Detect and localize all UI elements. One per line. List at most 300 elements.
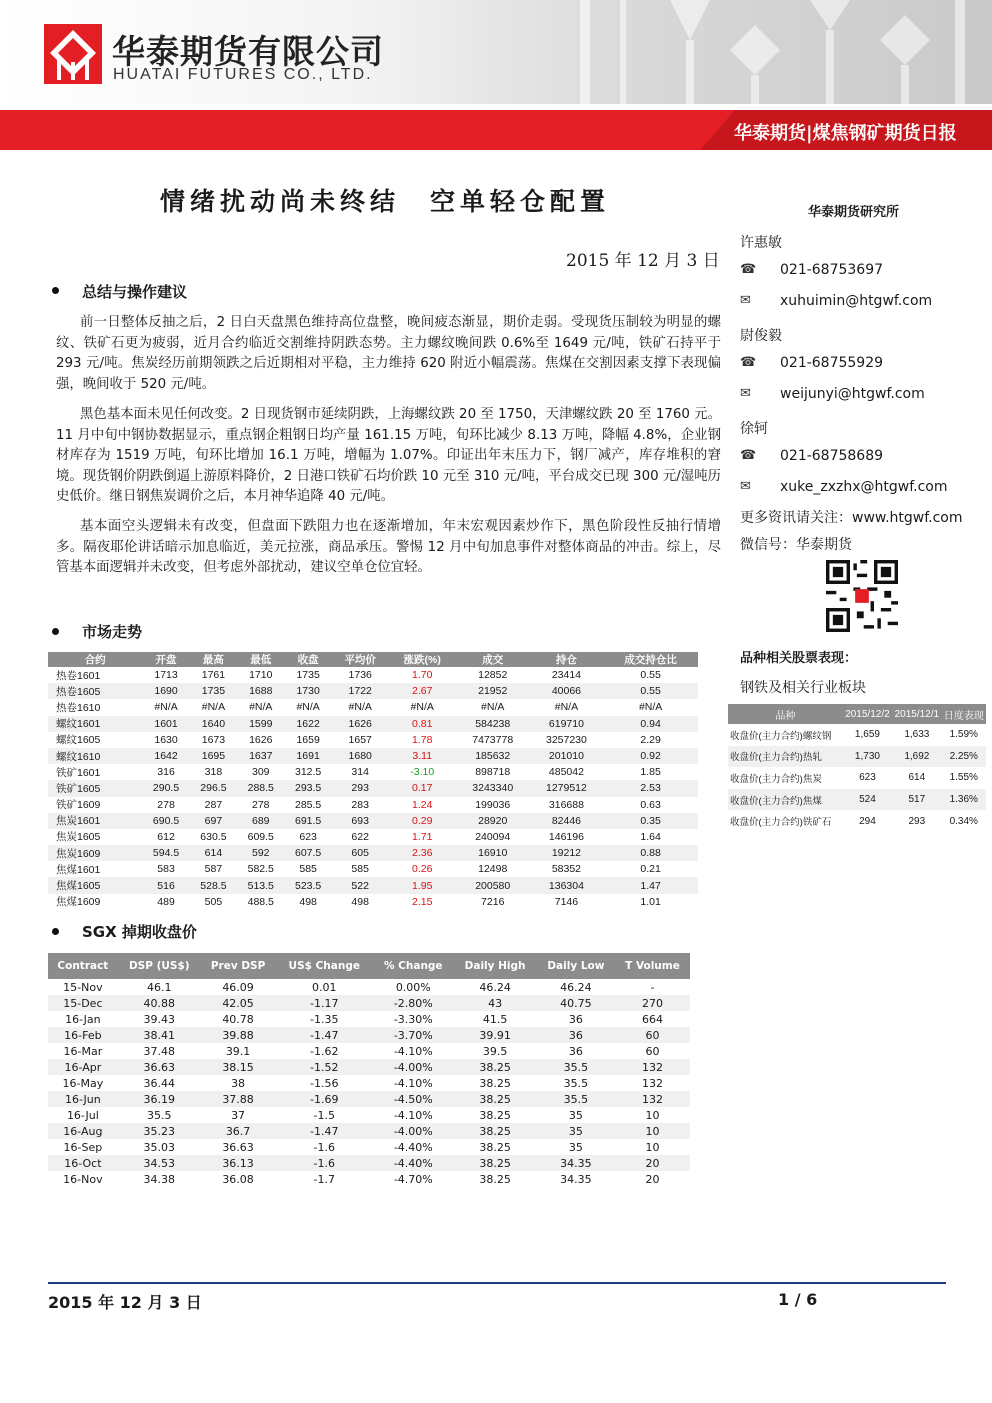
table-cell: 16-Nov: [63, 1172, 103, 1186]
table-cell: 2.67: [389, 683, 456, 699]
table-cell: 0.35: [603, 813, 698, 829]
table-cell: 焦煤1605: [48, 877, 142, 893]
table-cell: 201010: [530, 748, 604, 764]
table-cell: 16-Feb: [48, 1027, 118, 1043]
table-row: [48, 813, 698, 829]
table-cell: 898718: [475, 766, 511, 779]
table-cell: 498: [351, 895, 369, 908]
table-cell: 0.63: [640, 798, 661, 811]
market-header-cell: 最高: [190, 652, 237, 667]
report-tag: 华泰期货|煤焦钢矿期货日报: [734, 123, 957, 144]
table-row: [728, 724, 986, 746]
page-number: 1 / 6: [778, 1290, 818, 1309]
table-cell: 16-Oct: [48, 1155, 118, 1171]
table-cell: 1601: [142, 716, 189, 732]
table-cell: -4.00%: [373, 1059, 453, 1075]
market-header-cell: 开盘: [142, 652, 189, 667]
table-cell: 623: [299, 830, 317, 843]
table-cell: 36.7: [201, 1123, 276, 1139]
envelope-icon: ✉: [740, 386, 751, 401]
table-cell: 283: [351, 798, 369, 811]
table-cell: 1626: [249, 733, 273, 746]
table-cell: 28920: [456, 813, 530, 829]
table-cell: 39.91: [453, 1027, 536, 1043]
table-cell: 热卷1610: [56, 701, 101, 714]
table-cell: 38.25: [453, 1091, 536, 1107]
table-cell: 3.11: [389, 748, 456, 764]
table-cell: 铁矿1601: [56, 766, 101, 779]
table-cell: 318: [204, 766, 223, 779]
table-cell: 16-Jun: [48, 1091, 118, 1107]
table-cell: 1.64: [640, 830, 661, 843]
summary-paragraph-3: 基本面空头逻辑未有改变，但盘面下跌阻力也在逐渐增加，年末宏观因素炒作下，黑色阶段性反抽行情增多。隔夜耶伦讲话暗示加息临近，美元拉涨，商品承压。警惕 12 月中旬加息事件对整体商品的冲击。综上，尽管基本面逻辑并未改变，但考虑外部扰动，建议空单仓位宜轻。: [56, 519, 721, 575]
table-cell: 605: [332, 845, 389, 861]
table-cell: 522: [332, 877, 389, 893]
table-cell: 1.47: [603, 877, 698, 893]
stock-table: [728, 704, 986, 832]
market-header-cell: 合约: [48, 652, 142, 667]
table-cell: 46.24: [479, 980, 511, 994]
table-cell: 1279512: [530, 780, 604, 796]
table-cell: 34.53: [118, 1155, 201, 1171]
analyst-name: 许惠敏: [740, 235, 782, 251]
table-cell: 1.85: [640, 766, 661, 779]
table-cell: 21952: [456, 683, 530, 699]
table-cell: 铁矿1609: [56, 799, 101, 812]
market-header-cell: 成交持仓比: [603, 652, 698, 667]
table-cell: 296.5: [190, 780, 237, 796]
table-cell: 485042: [548, 766, 584, 779]
stock-header-cell: 日度表现: [942, 704, 986, 724]
market-header-cell: 平均价: [332, 652, 389, 667]
table-cell: 185632: [456, 748, 530, 764]
table-cell: 1688: [237, 683, 284, 699]
table-cell: 43: [453, 995, 536, 1011]
table-cell: #N/A: [201, 701, 226, 714]
table-cell: 焦煤1601: [56, 863, 101, 876]
table-cell: 1673: [201, 733, 226, 746]
table-cell: 316: [157, 766, 175, 779]
table-cell: 螺纹1601: [48, 716, 142, 732]
table-cell: 36.44: [143, 1076, 175, 1090]
table-row: [48, 829, 698, 845]
table-cell: 38.25: [453, 1123, 536, 1139]
table-cell: 1,730: [843, 746, 892, 768]
table-cell: #N/A: [296, 701, 320, 714]
table-cell: -: [650, 980, 655, 994]
table-cell: 36: [568, 1044, 583, 1058]
market-header-cell: 收盘: [284, 652, 331, 667]
stock-header-cell: 2015/12/1: [892, 704, 941, 724]
table-cell: 585: [351, 863, 369, 876]
table-cell: 584238: [456, 716, 530, 732]
table-cell: -1.6: [275, 1155, 373, 1171]
table-cell: 488.5: [247, 895, 274, 908]
table-cell: 16-Jul: [66, 1108, 99, 1122]
table-cell: 焦炭1601: [48, 813, 142, 829]
analyst-phone: 021-68755929: [780, 355, 884, 371]
table-cell: -3.70%: [373, 1027, 453, 1043]
table-cell: 132: [641, 1076, 663, 1090]
envelope-icon: ✉: [740, 479, 751, 494]
table-cell: 609.5: [247, 830, 274, 843]
table-cell: -1.6: [313, 1140, 335, 1154]
footer-date: 2015 年 12 月 3 日: [48, 1293, 202, 1312]
sgx-header-cell: Daily High: [453, 953, 536, 979]
table-cell: -4.10%: [393, 1044, 433, 1058]
table-cell: 294: [859, 815, 876, 827]
table-cell: 524: [843, 789, 892, 811]
table-cell: 1,692: [892, 746, 941, 768]
table-cell: 1691: [284, 748, 331, 764]
table-cell: 焦炭1609: [48, 845, 142, 861]
table-cell: 1.71: [412, 830, 433, 843]
sgx-header-cell: T Volume: [615, 953, 690, 979]
table-cell: 35.5: [563, 1076, 589, 1090]
table-cell: 583: [157, 863, 175, 876]
analyst-name: 徐轲: [740, 421, 768, 437]
table-cell: 37.48: [143, 1044, 175, 1058]
table-cell: 3243340: [456, 780, 530, 796]
table-cell: 1.70: [412, 669, 433, 682]
analyst-email[interactable]: xuhuimin@htgwf.com: [780, 293, 933, 309]
analyst-name: 尉俊毅: [740, 328, 782, 344]
table-cell: 38: [231, 1076, 246, 1090]
table-cell: 498: [299, 895, 317, 908]
footer-divider: [48, 1282, 946, 1284]
table-cell: 689: [237, 813, 284, 829]
table-cell: 35.03: [143, 1140, 175, 1154]
table-cell: 42.05: [201, 995, 276, 1011]
table-cell: 7473778: [472, 733, 514, 746]
table-cell: 1713: [154, 669, 178, 682]
table-cell: 0.92: [603, 748, 698, 764]
table-cell: 0.88: [603, 845, 698, 861]
table-cell: 7216: [481, 895, 505, 908]
table-cell: -1.5: [313, 1108, 335, 1122]
report-date: 2015 年 12 月 3 日: [566, 251, 720, 271]
table-cell: 10: [615, 1123, 690, 1139]
market-header-cell: 最低: [237, 652, 284, 667]
table-row: [48, 1059, 690, 1075]
table-cell: 2.36: [389, 845, 456, 861]
table-cell: 35.5: [537, 1091, 615, 1107]
wechat-id: 微信号：华泰期货: [740, 537, 852, 553]
table-cell: 46.1: [147, 980, 172, 994]
table-row: [48, 764, 698, 780]
table-cell: 12498: [478, 863, 508, 876]
table-row: [48, 780, 698, 796]
table-cell: 587: [204, 863, 223, 876]
table-cell: 630.5: [200, 830, 227, 843]
table-cell: 1659: [296, 733, 320, 746]
table-cell: 199036: [475, 798, 511, 811]
summary-paragraph-2: 黑色基本面未见任何改变。2 日现货钢市延续阴跌，上海螺纹跌 20 至 1750，天津螺纹跌 20 至 1760 元。11 月中旬中钢协数据显示，重点钢企粗钢日均产量 161.15 万吨，旬环比减少 8.13 万吨，降幅 4.8%，企业钢材库存为 1519 万吨，旬环比增加 16.1 万吨，增幅为 1.07%。印证出年末压力下，钢厂减产，库存堆积的窘境。现货钢价阴跌倒逼上游原料降价，2 日港口铁矿石均价跌 10 元至 310 元/吨，平台成交已现 300 元/湿吨历史低价。继日钢焦炭调价之后，本月神华追降 40 元/吨。: [56, 407, 721, 504]
table-cell: 20: [615, 1155, 690, 1171]
table-row: [48, 1075, 690, 1091]
table-cell: -1.35: [310, 1012, 339, 1026]
table-cell: 35: [568, 1108, 583, 1122]
table-cell: #N/A: [481, 701, 505, 714]
table-cell: 12852: [478, 669, 508, 682]
table-row: [48, 979, 690, 995]
table-row: [48, 1011, 690, 1027]
table-cell: 1,633: [904, 729, 930, 741]
table-cell: 612: [157, 830, 175, 843]
table-cell: -4.50%: [373, 1091, 453, 1107]
table-cell: 1735: [190, 683, 237, 699]
table-cell: 19212: [530, 845, 604, 861]
table-cell: -1.47: [275, 1027, 373, 1043]
table-cell: 607.5: [284, 845, 331, 861]
table-cell: 热卷1605: [48, 683, 142, 699]
table-cell: 1690: [142, 683, 189, 699]
table-row: [48, 1043, 690, 1059]
table-cell: 36.13: [201, 1155, 276, 1171]
table-cell: 278: [252, 798, 270, 811]
table-row: [48, 1155, 690, 1171]
table-cell: #N/A: [638, 701, 663, 714]
table-cell: 1630: [154, 733, 178, 746]
sgx-table: [48, 953, 690, 1187]
table-cell: 1599: [237, 716, 284, 732]
table-cell: 1730: [284, 683, 331, 699]
table-cell: 2.53: [603, 780, 698, 796]
table-cell: 200580: [456, 877, 530, 893]
table-cell: 1722: [332, 683, 389, 699]
table-cell: 285.5: [294, 798, 322, 811]
table-cell: 0.21: [640, 863, 661, 876]
table-cell: -1.62: [310, 1044, 339, 1058]
sgx-heading: SGX 掉期收盘价: [82, 923, 197, 941]
table-cell: 收盘价(主力合约)热轧: [728, 746, 843, 768]
table-cell: 60: [645, 1044, 660, 1058]
table-cell: 15-Nov: [63, 980, 103, 994]
analyst-email[interactable]: xuke_zxzhx@htgwf.com: [780, 479, 948, 495]
table-cell: 1.24: [412, 798, 433, 811]
table-cell: 0.01: [312, 980, 337, 994]
summary-paragraph-1: 前一日整体反抽之后，2 日白天盘黑色维持高位盘整，晚间疲态渐显，期价走弱。受现货压制较为明显的螺纹、铁矿石更为疲弱，近月合约临近交割维持阴跌态势。主力螺纹晚间跌 0.6%至 1649 元/吨，铁矿石持平于 293 元/吨。焦炭经历前期领跌之后近期相对平稳，主力维持 620 附近小幅震荡。焦煤在交割因素支撑下表现偏强，晚间收于 520 元/吨。: [56, 315, 721, 392]
table-cell: 收盘价(主力合约)螺纹钢: [730, 730, 832, 742]
table-cell: 1695: [190, 748, 237, 764]
table-cell: 287: [204, 798, 223, 811]
table-cell: 38.25: [453, 1059, 536, 1075]
summary-heading: 总结与操作建议: [82, 283, 188, 301]
table-cell: 240094: [475, 830, 511, 843]
table-cell: 螺纹1610: [48, 748, 142, 764]
table-row: [48, 845, 698, 861]
table-cell: 39.88: [201, 1027, 276, 1043]
table-row: [48, 1123, 690, 1139]
bullet-icon: [52, 287, 59, 294]
table-cell: -2.80%: [373, 995, 453, 1011]
table-cell: 38.25: [479, 1140, 511, 1154]
table-cell: 39.1: [225, 1044, 251, 1058]
table-cell: -4.70%: [393, 1172, 433, 1186]
table-cell: 35.5: [537, 1059, 615, 1075]
table-cell: 36.63: [118, 1059, 201, 1075]
stock-heading: 品种相关股票表现：: [740, 651, 858, 666]
stock-subheading: 钢铁及相关行业板块: [740, 680, 866, 696]
table-cell: 0.17: [389, 780, 456, 796]
table-cell: 614: [190, 845, 237, 861]
table-cell: 41.5: [482, 1012, 508, 1026]
table-cell: 270: [615, 995, 690, 1011]
qr-code-icon: [826, 560, 898, 632]
header-decoration: [560, 0, 992, 104]
table-row: [48, 894, 698, 910]
phone-icon: ☎: [740, 448, 757, 463]
table-cell: 38.25: [453, 1155, 536, 1171]
table-cell: 35.23: [118, 1123, 201, 1139]
table-cell: 10: [645, 1108, 660, 1122]
table-cell: -4.10%: [393, 1076, 433, 1090]
table-cell: 582.5: [247, 863, 274, 876]
table-cell: 10: [645, 1140, 660, 1154]
table-cell: 0.34%: [949, 815, 978, 827]
table-cell: 1.78: [412, 733, 433, 746]
table-cell: 2.25%: [942, 746, 986, 768]
table-cell: 132: [615, 1059, 690, 1075]
table-cell: 1622: [284, 716, 331, 732]
table-cell: 1.36%: [942, 789, 986, 811]
table-cell: 60: [615, 1027, 690, 1043]
table-row: [48, 995, 690, 1011]
table-cell: 铁矿1605: [48, 780, 142, 796]
table-cell: 312.5: [294, 766, 322, 779]
table-cell: 293.5: [284, 780, 331, 796]
table-cell: 1626: [332, 716, 389, 732]
table-cell: 35: [537, 1123, 615, 1139]
table-cell: 664: [641, 1012, 663, 1026]
market-header-cell: 持仓: [530, 652, 604, 667]
table-cell: 1640: [190, 716, 237, 732]
table-row: [48, 797, 698, 813]
table-cell: 290.5: [142, 780, 189, 796]
institute-name: 华泰期货研究所: [808, 205, 900, 220]
report-title: 情绪扰动尚未终结 空单轻仓配置: [160, 187, 611, 216]
table-cell: 1.95: [389, 877, 456, 893]
table-cell: 1735: [296, 669, 320, 682]
table-cell: 697: [190, 813, 237, 829]
table-cell: 0.55: [640, 669, 661, 682]
table-cell: #N/A: [348, 701, 372, 714]
table-cell: 34.35: [560, 1172, 592, 1186]
market-header-cell: 涨跌(%): [389, 652, 456, 667]
table-cell: 收盘价(主力合约)焦炭: [730, 773, 822, 785]
sgx-header-cell: Daily Low: [537, 953, 615, 979]
table-row: [48, 1027, 690, 1043]
table-cell: -3.30%: [393, 1012, 433, 1026]
table-cell: 16-Sep: [63, 1140, 103, 1154]
table-cell: 58352: [551, 863, 582, 876]
company-name-cn: 华泰期货有限公司: [112, 32, 384, 71]
table-cell: -3.10: [410, 766, 435, 779]
table-cell: 1657: [348, 733, 372, 746]
table-cell: 36.63: [222, 1140, 254, 1154]
table-cell: -1.7: [313, 1172, 335, 1186]
table-cell: 1.01: [640, 895, 661, 908]
table-cell: 16-Apr: [48, 1059, 118, 1075]
table-cell: 36.08: [222, 1172, 254, 1186]
table-cell: 16-Aug: [48, 1123, 118, 1139]
table-cell: 15-Dec: [48, 995, 118, 1011]
table-cell: 2.15: [412, 895, 433, 908]
table-cell: 36: [568, 1012, 583, 1026]
table-cell: 38.15: [201, 1059, 276, 1075]
table-cell: 2.29: [640, 733, 661, 746]
table-cell: 38.41: [118, 1027, 201, 1043]
table-cell: 1,659: [854, 729, 880, 741]
table-cell: -1.56: [310, 1076, 339, 1090]
table-cell: 39.43: [143, 1012, 175, 1026]
table-cell: 1637: [237, 748, 284, 764]
sgx-header-cell: % Change: [373, 953, 453, 979]
table-cell: 收盘价(主力合约)焦煤: [728, 789, 843, 811]
more-info-link[interactable]: 更多资讯请关注：www.htgwf.com: [740, 510, 963, 526]
table-cell: 619710: [530, 716, 604, 732]
table-cell: 693: [332, 813, 389, 829]
table-cell: -1.47: [275, 1123, 373, 1139]
table-cell: 585: [299, 863, 317, 876]
analyst-phone: 021-68758689: [780, 448, 884, 464]
table-row: [48, 1139, 690, 1155]
company-logo: [44, 24, 102, 84]
table-cell: 690.5: [142, 813, 189, 829]
table-cell: 316688: [548, 798, 584, 811]
table-cell: #N/A: [410, 701, 434, 714]
table-row: [728, 810, 986, 832]
table-row: [48, 699, 698, 715]
table-row: [48, 1171, 690, 1187]
table-row: [48, 861, 698, 877]
table-cell: 46.24: [560, 980, 592, 994]
analyst-email[interactable]: weijunyi@htgwf.com: [780, 386, 925, 402]
table-cell: -1.69: [275, 1091, 373, 1107]
table-cell: 0.81: [389, 716, 456, 732]
table-cell: 517: [892, 789, 941, 811]
table-row: [48, 1091, 690, 1107]
sgx-header-cell: Contract: [48, 953, 118, 979]
table-row: [48, 877, 698, 893]
table-cell: 39.5: [482, 1044, 508, 1058]
table-cell: #N/A: [554, 701, 579, 714]
table-cell: #N/A: [249, 701, 273, 714]
table-cell: 38.25: [479, 1076, 511, 1090]
table-cell: 7146: [554, 895, 579, 908]
table-cell: 293: [908, 815, 926, 827]
table-cell: 0.26: [412, 863, 433, 876]
table-cell: 691.5: [284, 813, 331, 829]
table-cell: 16-Mar: [63, 1044, 103, 1058]
table-row: [48, 748, 698, 764]
table-cell: 82446: [530, 813, 604, 829]
table-cell: 23414: [551, 669, 582, 682]
table-cell: 622: [351, 830, 369, 843]
table-cell: 35.5: [147, 1108, 172, 1122]
table-row: [48, 683, 698, 699]
table-cell: 489: [157, 895, 175, 908]
table-cell: 36: [537, 1027, 615, 1043]
company-name-en: HUATAI FUTURES CO., LTD.: [113, 66, 373, 83]
market-header-cell: 成交: [456, 652, 530, 667]
table-cell: 1710: [249, 669, 273, 682]
table-cell: 293: [332, 780, 389, 796]
table-cell: -4.10%: [393, 1108, 433, 1122]
table-cell: 40.88: [118, 995, 201, 1011]
table-cell: 16-May: [62, 1076, 104, 1090]
table-row: [48, 716, 698, 732]
